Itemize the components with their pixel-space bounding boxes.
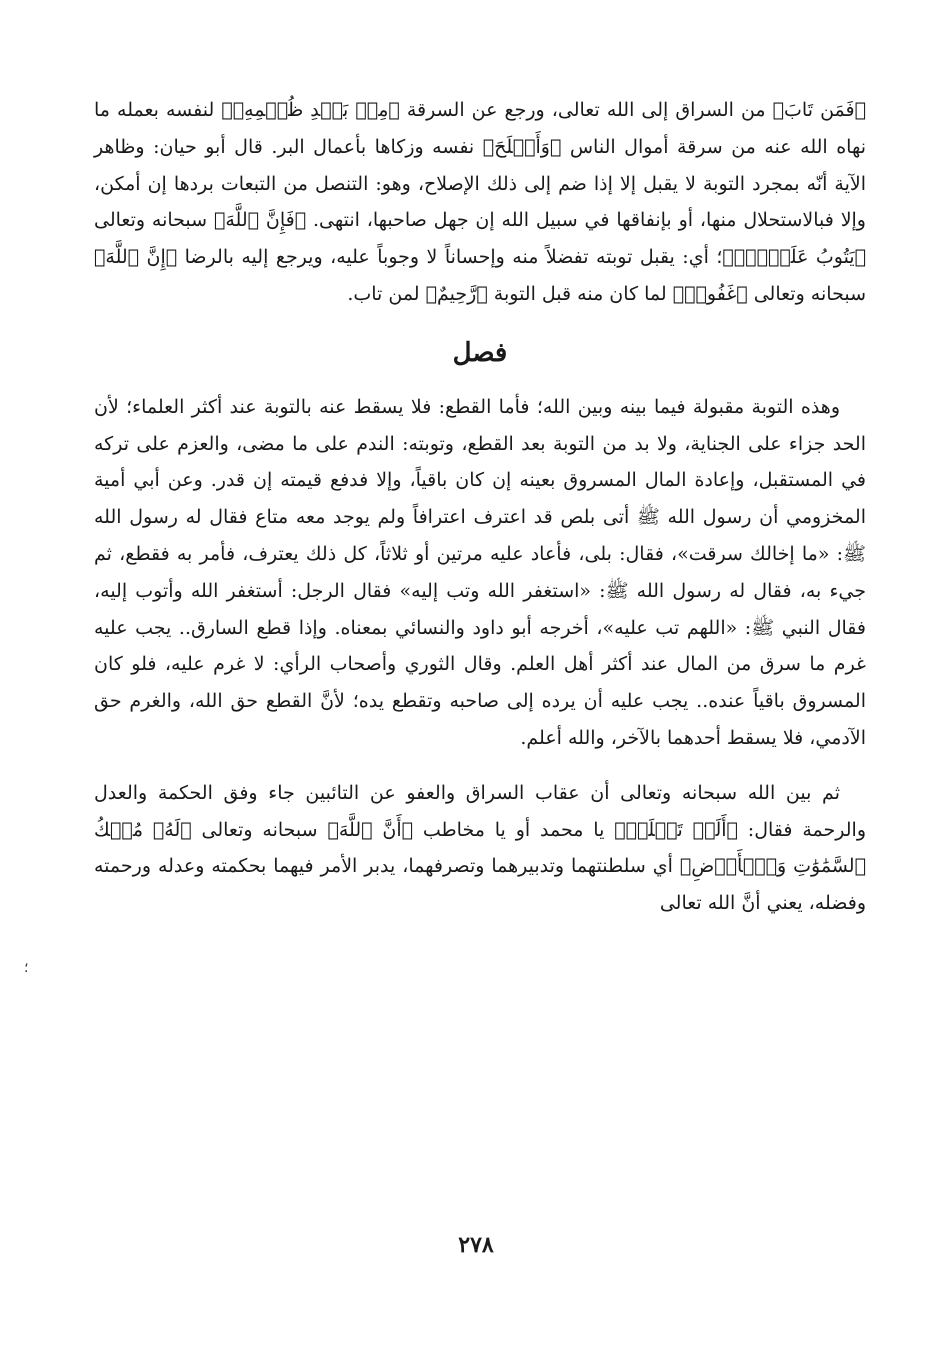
page-body bbox=[94, 92, 866, 922]
section-title: فصل bbox=[452, 337, 508, 368]
paragraph-gap bbox=[94, 757, 866, 775]
margin-mark: ؛ bbox=[24, 960, 29, 976]
page-number: ٢٧٨ bbox=[458, 1232, 494, 1258]
paragraph-repentance-ruling: وهذه التوبة مقبولة فيما بينه وبين الله؛ فأما القطع: فلا يسقط عنه بالتوبة عند أكثر العلماء؛ لأن الحد جزاء على الجناية، ولا بد من التوبة بعد القطع، وتوبته: الندم على ما مضى، والعزم على تركه في المستقبل، وإعادة المال المسروق بعينه إن كان باقياً، وإلا فدفع قيمته إن قدر. وعن أبي أمية المخزومي أن رسول الله ﷺ أتى بلص قد اعترف اعترافاً ولم يوجد معه متاع فقال له رسول الله ﷺ: «ما إخالك سرقت»، فقال: بلى، فأعاد عليه مرتين أو ثلاثاً، كل ذلك يعترف، فأمر به فقطع، ثم جيء به، فقال له رسول الله ﷺ: «استغفر الله وتب إليه» فقال الرجل: أستغفر الله وأتوب إليه، فقال النبي ﷺ: «اللهم تب عليه»، أخرجه أبو داود والنسائي بمعناه. وإذا قطع السارق.. يجب عليه غرم ما سرق من المال عند أكثر أهل العلم. وقال الثوري وأصحاب الرأي: لا غرم عليه، فلو كان المسروق باقياً عنده.. يجب عليه أن يرده إلى صاحبه وتقطع يده؛ لأنَّ القطع حق الله، والغرم حق الآدمي، فلا يسقط أحدهما بالآخر، والله أعلم. bbox=[94, 395, 866, 749]
paragraph-wisdom-justice: ثم بين الله سبحانه وتعالى أن عقاب السراق والعفو عن التائبين جاء وفق الحكمة والعدل والرحمة فقال: ﴿أَلَمۡ تَعۡلَمۡ﴾ يا محمد أو يا مخاطب ﴿أَنَّ ٱللَّهَ﴾ سبحانه وتعالى ﴿لَهُۥ مُلۡكُ ٱلسَّمَٰوَٰتِ وَٱلۡأَرۡضِ﴾ أي سلطنتهما وتدبيرهما وتصرفهما، يدبر الأمر فيهما بحكمته وعدله ورحمته وفضله، يعني أنَّ الله تعالى bbox=[94, 781, 866, 915]
paragraph-verse-commentary: ﴿فَمَن تَابَ﴾ من السراق إلى الله تعالى، ورجع عن السرقة ﴿مِنۢ بَعۡدِ ظُلۡمِهِۦ﴾ لنفسه بعمله ما نهاه الله عنه من سرقة أموال الناس ﴿وَأَصۡلَحَ﴾ نفسه وزكاها بأعمال البر. قال أبو حيان: وظاهر الآية أنّه بمجرد التوبة لا يقبل إلا إذا ضم إلى ذلك الإصلاح، وهو: التنصل من التبعات بردها إن أمكن، وإلا فبالاستحلال منها، أو بإنفاقها في سبيل الله إن جهل صاحبها، انتهى. ﴿فَإِنَّ ٱللَّهَ﴾ سبحانه وتعالى ﴿يَتُوبُ عَلَيۡهِۚ﴾؛ أي: يقبل توبته تفضلاً منه وإحساناً لا وجوباً عليه، ويرجع إليه بالرضا ﴿إِنَّ ٱللَّهَ﴾ سبحانه وتعالى ﴿غَفُورٞ﴾ لما كان منه قبل التوبة ﴿رَّحِيمٌ﴾ لمن تاب. bbox=[94, 99, 866, 305]
